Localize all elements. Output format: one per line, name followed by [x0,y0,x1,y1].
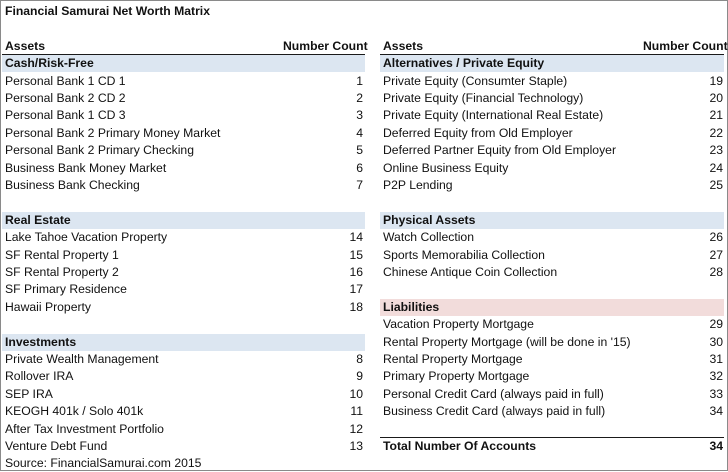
asset-count: 4 [356,125,363,140]
asset-label: Chinese Antique Coin Collection [383,265,558,279]
asset-label: Rental Property Mortgage (will be done in '15) [383,334,631,349]
asset-label: Vacation Property Mortgage [383,317,534,332]
asset-label: Online Business Equity [383,160,509,175]
asset-label: Hawaii Property [5,299,92,314]
right-count-header: Number Count [643,38,728,53]
asset-label: Private Wealth Management [5,352,159,366]
section-header: Cash/Risk-Free [5,56,94,71]
asset-count: 17 [349,282,363,297]
asset-count: 23 [709,143,723,158]
asset-count: 1 [356,73,363,88]
asset-label: Private Equity (Consumter Staple) [383,73,568,88]
asset-count: 25 [709,178,723,192]
asset-label: Business Credit Card (always paid in full) [383,404,606,419]
asset-count: 18 [349,299,363,314]
asset-count: 5 [356,143,363,158]
asset-label: Personal Bank 1 CD 1 [5,73,126,88]
asset-count: 21 [709,108,723,123]
asset-label: Rental Property Mortgage [383,352,523,366]
right-assets-header: Assets [383,38,423,53]
asset-count: 12 [349,421,363,436]
asset-count: 30 [709,334,723,349]
asset-label: Personal Credit Card (always paid in full) [383,386,604,401]
asset-count: 26 [709,230,723,245]
asset-count: 7 [356,178,363,192]
asset-label: After Tax Investment Portfolio [5,421,164,436]
asset-label: Personal Bank 2 Primary Checking [5,143,194,158]
asset-count: 28 [709,265,723,279]
asset-label: Personal Bank 1 CD 3 [5,108,126,123]
asset-count: 19 [709,73,723,88]
asset-count: 32 [709,369,723,384]
sheet-title: Financial Samurai Net Worth Matrix [5,4,210,18]
asset-count: 9 [356,369,363,384]
total-label: Total Number Of Accounts [383,439,537,453]
asset-count: 6 [356,160,363,175]
asset-count: 15 [349,247,363,262]
asset-count: 22 [709,125,723,140]
asset-label: SF Rental Property 2 [5,265,119,279]
source-note: Source: FinancialSamurai.com 2015 [5,456,202,471]
asset-count: 34 [709,404,723,419]
asset-label: Sports Memorabilia Collection [383,247,545,262]
asset-label: Personal Bank 2 Primary Money Market [5,125,221,140]
asset-label: Private Equity (Financial Technology) [383,91,584,105]
asset-label: Lake Tahoe Vacation Property [5,230,168,245]
asset-count: 13 [349,439,363,453]
asset-label: SF Primary Residence [5,282,127,297]
asset-count: 33 [709,386,723,401]
asset-count: 20 [709,91,723,105]
asset-count: 2 [356,91,363,105]
total-count: 34 [709,439,723,453]
section-header: Alternatives / Private Equity [383,56,545,71]
asset-count: 10 [349,386,363,401]
asset-label: Rollover IRA [5,369,74,384]
asset-label: Venture Debt Fund [5,439,108,453]
asset-count: 3 [356,108,363,123]
asset-count: 16 [349,265,363,279]
asset-count: 29 [709,317,723,332]
asset-label: SF Rental Property 1 [5,247,119,262]
section-header: Physical Assets [383,212,476,227]
asset-count: 8 [356,352,363,366]
asset-label: KEOGH 401k / Solo 401k [5,404,144,419]
section-header: Liabilities [383,299,440,314]
left-count-header: Number Count [283,38,368,53]
asset-label: Personal Bank 2 CD 2 [5,91,126,105]
section-header: Real Estate [5,212,71,227]
left-assets-header: Assets [5,38,45,53]
asset-label: SEP IRA [5,386,53,401]
section-header: Investments [5,334,77,349]
asset-label: Private Equity (International Real Estate) [383,108,604,123]
asset-label: Watch Collection [383,230,474,245]
asset-label: Deferred Equity from Old Employer [383,125,573,140]
asset-count: 11 [350,404,363,419]
asset-count: 31 [709,352,723,366]
asset-label: Primary Property Mortgage [383,369,530,384]
asset-count: 27 [709,247,723,262]
asset-label: P2P Lending [383,178,453,192]
asset-count: 24 [709,160,723,175]
asset-label: Business Bank Checking [5,178,140,192]
asset-label: Business Bank Money Market [5,160,167,175]
asset-label: Deferred Partner Equity from Old Employer [383,143,617,158]
asset-count: 14 [349,230,363,245]
